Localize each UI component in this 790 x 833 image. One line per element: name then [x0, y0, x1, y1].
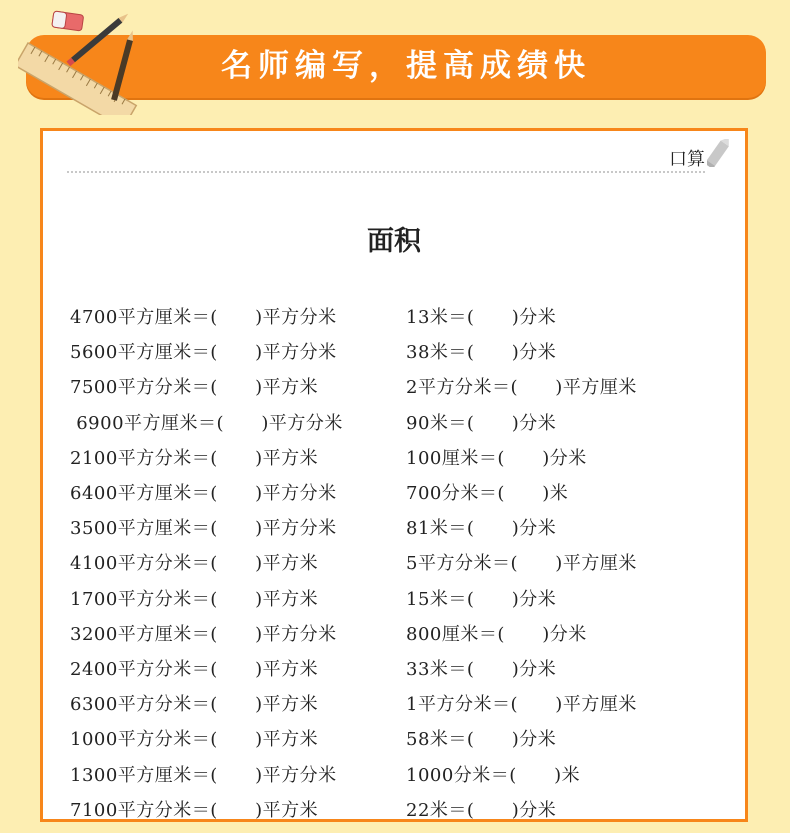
exercise-left-2: 5600平方厘米＝( )平方分米	[70, 342, 337, 364]
exercise-left-15: 7100平方分米＝( )平方米	[70, 799, 319, 821]
exercise-right-12: 1平方分米＝( )平方厘米	[406, 694, 637, 716]
page-title: 面积	[367, 226, 421, 257]
exercise-right-9: 15米＝( )分米	[406, 588, 557, 610]
exercise-left-10: 3200平方厘米＝( )平方分米	[70, 623, 337, 645]
exercise-right-15: 22米＝( )分米	[406, 799, 557, 821]
exercise-left-9: 1700平方分米＝( )平方米	[70, 588, 319, 610]
exercise-left-7: 3500平方厘米＝( )平方分米	[70, 518, 337, 540]
ruler-pencil-icon	[18, 5, 148, 115]
exercise-right-11: 33米＝( )分米	[406, 659, 557, 680]
exercise-right-14: 1000分米＝( )米	[406, 764, 581, 786]
exercise-right-2: 38米＝( )分米	[406, 342, 557, 364]
exercise-left-13: 1000平方分米＝( )平方米	[70, 729, 319, 751]
exercise-left-3: 7500平方分米＝( )平方米	[70, 377, 319, 399]
dotted-divider	[67, 171, 705, 173]
exercise-right-10: 800厘米＝( )分米	[406, 623, 587, 645]
exercise-right-7: 81米＝( )分米	[406, 518, 557, 540]
exercise-right-5: 100厘米＝( )分米	[406, 447, 587, 469]
exercise-left-5: 2100平方分米＝( )平方米	[70, 447, 319, 469]
card-tag: 口算	[669, 149, 705, 170]
exercise-left-6: 6400平方厘米＝( )平方分米	[70, 483, 337, 504]
exercise-right-8: 5平方分米＝( )平方厘米	[406, 553, 637, 575]
exercise-left-12: 6300平方分米＝( )平方米	[70, 694, 319, 716]
exercise-left-14: 1300平方厘米＝( )平方分米	[70, 764, 337, 786]
banner-title: 名师编写，提高成绩快	[221, 48, 591, 84]
exercise-right-1: 13米＝( )分米	[406, 307, 557, 328]
exercise-right-4: 90米＝( )分米	[406, 412, 557, 434]
exercise-left-4: 6900平方厘米＝( )平方分米	[70, 412, 343, 434]
exercise-right-6: 700分米＝( )米	[406, 483, 569, 504]
exercise-left-8: 4100平方分米＝( )平方米	[70, 553, 319, 575]
exercise-left-11: 2400平方分米＝( )平方米	[70, 659, 319, 680]
pencil-icon	[707, 139, 733, 167]
exercise-right-3: 2平方分米＝( )平方厘米	[406, 377, 637, 399]
exercise-right-13: 58米＝( )分米	[406, 729, 557, 751]
exercise-left-1: 4700平方厘米＝( )平方分米	[70, 307, 337, 328]
exercise-card	[40, 128, 748, 822]
